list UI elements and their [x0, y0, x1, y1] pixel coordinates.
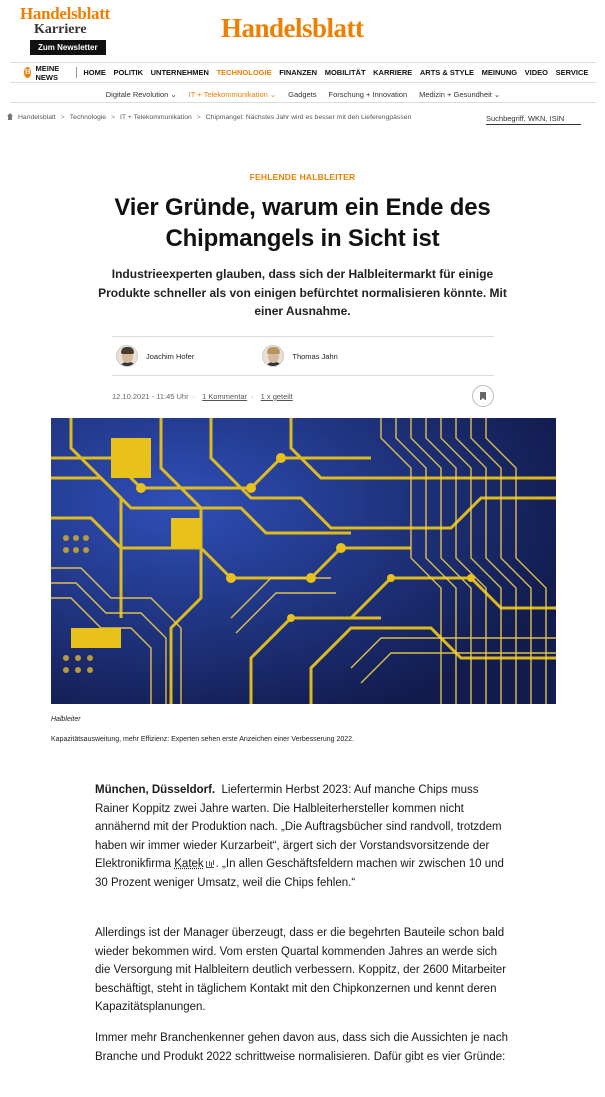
avatar: [262, 345, 284, 367]
breadcrumb-item[interactable]: Handelsblatt: [18, 113, 56, 121]
company-link-katek[interactable]: Katek: [174, 858, 204, 871]
dateline: München, Düsseldorf.: [95, 784, 216, 796]
karriere-brand: Handelsblatt: [20, 4, 110, 23]
circuit-board-illustration: [51, 418, 556, 704]
author-bar: [112, 336, 494, 376]
article-paragraph: Immer mehr Branchenkenner gehen davon aus, dass sich die Aussichten je nach Branche und Produkt 2022 schrittweise normalisieren. Dafür gibt es vier Gründe:: [95, 1032, 508, 1063]
meta-dot: ·: [251, 392, 254, 401]
breadcrumb-separator-icon: >: [111, 113, 116, 121]
breadcrumb-item[interactable]: Technologie: [69, 113, 107, 121]
author-thomas-jahn[interactable]: [258, 345, 337, 367]
breadcrumb-item[interactable]: IT + Telekommunikation: [120, 113, 192, 121]
nav-item-mobilitaet[interactable]: MOBILITÄT: [324, 68, 366, 77]
nav-item-unternehmen[interactable]: UNTERNEHMEN: [150, 68, 209, 77]
site-header: [0, 0, 605, 60]
nav-item-politik[interactable]: POLITIK: [113, 68, 144, 77]
subnav-item-forschung-innovation[interactable]: Forschung + Innovation: [328, 89, 408, 99]
breadcrumb-separator-icon: >: [60, 113, 65, 121]
comments-link[interactable]: 1 Kommentar: [202, 392, 248, 401]
article-headline: Vier Gründe, warum ein Ende des Chipmangels in Sicht ist: [114, 194, 491, 252]
article-kicker: FEHLENDE HALBLEITER: [249, 172, 356, 182]
search-input[interactable]: [486, 111, 581, 123]
main-logo[interactable]: Handelsblatt: [221, 13, 364, 43]
nav-item-home[interactable]: HOME: [83, 68, 106, 77]
nav-item-finanzen[interactable]: FINANZEN: [279, 68, 318, 77]
subnav-item-digitale-revolution[interactable]: Digitale Revolution ⌄: [105, 89, 177, 99]
karriere-sub: Karriere: [34, 22, 87, 37]
author-joachim-hofer[interactable]: [112, 345, 194, 367]
nav-item-technologie[interactable]: TECHNOLOGIE: [216, 68, 272, 77]
nav-item-video[interactable]: VIDEO: [524, 68, 549, 77]
paragraph-text: Liefertermin Herbst 2023: Auf manche Chips muss Rainer Koppitz zwei Jahre warten. Die Halbleiterhersteller kommen nicht annähernd mit der Produktion nach. „Die Auftragsbücher sind randvoll, trotzdem haben wir immer wieder Kurzarbeit“, ärgert sich der Vorstandsvorsitzende der Elektronikfirma: [95, 784, 502, 871]
avatar: [116, 345, 138, 367]
article-lead: Industrieexperten glauben, dass sich der Halbleitermarkt für einige Produkte schneller als von einigen befürchtet normalisieren könnte. Mit einer Ausnahme.: [98, 267, 507, 318]
sub-nav: [10, 86, 596, 103]
meine-news-label: MEINE NEWS: [35, 63, 60, 82]
chart-link-icon[interactable]: [206, 861, 214, 868]
search-box: [486, 108, 581, 125]
subnav-item-gadgets[interactable]: Gadgets: [288, 89, 317, 99]
image-title: Halbleiter: [51, 716, 81, 723]
nav-items: [83, 68, 596, 77]
author-name: Thomas Jahn: [292, 351, 338, 361]
breadcrumb-current: Chipmangel: Nächstes Jahr wird es besser mit den Lieferengpässen: [205, 113, 412, 121]
publish-date: 12.10.2021 - 11:45 Uhr: [112, 392, 189, 401]
subnav-item-it-telekommunikation[interactable]: IT + Telekommunikation ⌄: [188, 89, 277, 99]
nav-item-meinung[interactable]: MEINUNG: [481, 68, 518, 77]
newsletter-button[interactable]: Zum Newsletter: [30, 40, 106, 55]
meta-dot: ·: [192, 392, 196, 401]
shares-link[interactable]: 1 x geteilt: [260, 392, 293, 401]
main-nav: [10, 62, 596, 83]
article-paragraph: [95, 781, 515, 893]
bookmark-button[interactable]: [472, 385, 494, 407]
home-icon[interactable]: [6, 113, 14, 121]
nav-item-karriere[interactable]: KARRIERE: [373, 68, 413, 77]
image-caption: Kapazitätsausweitung, mehr Effizienz: Experten sehen erste Anzeichen einer Verbesserung 2022.: [51, 736, 355, 743]
subnav-item-medizin-gesundheit[interactable]: Medizin + Gesundheit ⌄: [419, 89, 501, 99]
breadcrumb-separator-icon: >: [196, 113, 201, 121]
hero-image-circuit-board: [51, 418, 556, 704]
article-paragraph: Allerdings ist der Manager überzeugt, dass er die begehrten Bauteile schon bald wieder bekommen wird. Vom ersten Quartal kommenden Jahres an werde sich die Versorgung mit Halbleitern deutlich verbessern. Koppitz, der 2600 Mitarbeiter beschäftigt, steht in täglichem Kontakt mit den Chipkonzernen und kennt deren Kapazitätsplanungen.: [95, 927, 507, 1014]
handelsblatt-h-icon: H: [25, 68, 31, 76]
author-name: Joachim Hofer: [146, 351, 195, 361]
article-meta: [112, 392, 293, 401]
breadcrumb: [6, 111, 446, 123]
bookmark-icon: [480, 392, 486, 400]
nav-item-service[interactable]: SERVICE: [555, 68, 589, 77]
nav-item-arts-style[interactable]: ARTS & STYLE: [419, 68, 475, 77]
paragraph-text: . „In allen Geschäftsfeldern machen wir zwischen 10 und 30 Prozent weniger Umsatz, weil die Chips fehlen.“: [95, 858, 504, 889]
meine-news-link[interactable]: [10, 63, 77, 82]
karriere-logo[interactable]: [20, 6, 116, 55]
